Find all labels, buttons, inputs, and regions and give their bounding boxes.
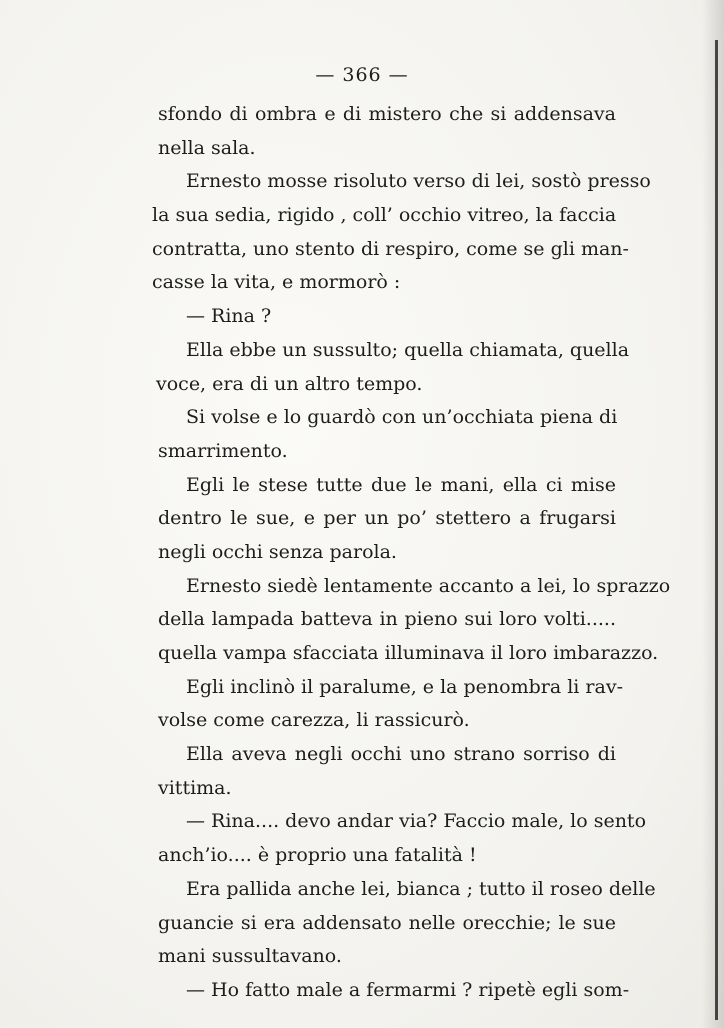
text-line: Ernesto mosse risoluto verso di lei, sostò presso — [186, 170, 651, 193]
text-line: Si volse e lo guardò con un’occhiata piena di — [186, 406, 618, 429]
text-line: la sua sedia, rigido , coll’ occhio vitreo, la faccia — [152, 204, 617, 227]
text-line: vittima. — [158, 776, 232, 799]
text-line: casse la vita, e mormorò : — [152, 271, 401, 294]
text-line: nella sala. — [158, 136, 256, 159]
text-line: quella vampa sfacciata illuminava il loro imbarazzo. — [158, 642, 659, 664]
body-text — [152, 98, 671, 1008]
text-line: della lampada batteva in pieno sui loro volti..... — [158, 608, 616, 631]
page-number: — 366 — — [315, 64, 409, 86]
text-line: Era pallida anche lei, bianca ; tutto il roseo delle — [186, 877, 656, 900]
text-line: Ella aveva negli occhi uno strano sorriso di — [186, 743, 616, 766]
text-line: Ernesto siedè lentamente accanto a lei, lo sprazzo — [186, 574, 671, 597]
text-line: — Rina.... devo andar via? Faccio male, lo sento — [186, 810, 647, 833]
text-line: Egli le stese tutte due le mani, ella ci mise — [186, 473, 616, 496]
text-line: voce, era di un altro tempo. — [156, 372, 423, 395]
text-line: guancie si era addensato nelle orecchie; le sue — [158, 911, 616, 934]
text-line: dentro le sue, e per un po’ stettero a frugarsi — [158, 507, 616, 530]
text-line: negli occhi senza parola. — [158, 540, 397, 563]
text-line: — Ho fatto male a fermarmi ? ripetè egli som- — [186, 978, 630, 1001]
text-line: smarrimento. — [158, 439, 288, 462]
text-line: volse come carezza, li rassicurò. — [158, 709, 470, 732]
binding-edge-line — [715, 40, 718, 1020]
text-line: — Rina ? — [186, 305, 272, 328]
page-edge-shadow — [702, 0, 724, 1028]
text-line: anch’io.... è proprio una fatalità ! — [158, 844, 477, 867]
text-line: Ella ebbe un sussulto; quella chiamata, quella — [186, 338, 630, 361]
text-line: mani sussultavano. — [158, 945, 342, 968]
text-line: contratta, uno stento di respiro, come se gli man- — [152, 237, 629, 260]
text-line: sfondo di ombra e di mistero che si addensava — [158, 103, 616, 125]
text-line: Egli inclinò il paralume, e la penombra li rav- — [186, 675, 623, 698]
